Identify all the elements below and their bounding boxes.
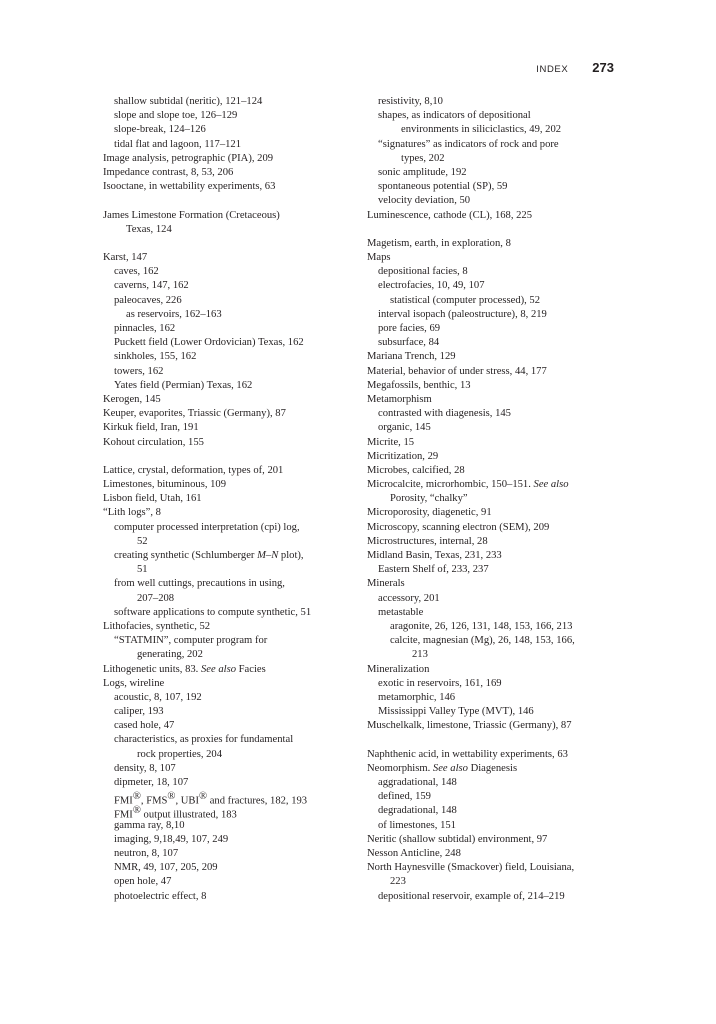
entry-text: NMR, 49, 107, 205, 209 (114, 862, 218, 874)
index-entry (367, 436, 619, 450)
index-subentry (367, 648, 619, 662)
entry-text: shapes, as indicators of depositional (378, 110, 531, 122)
entry-text: 223 (390, 876, 406, 888)
registered-mark: ® (199, 791, 208, 803)
entry-text: electrofacies, 10, 49, 107 (378, 280, 485, 292)
index-entry (367, 748, 619, 762)
index-subentry (367, 563, 619, 577)
entry-text: and fractures, 182, 193 (207, 795, 308, 807)
index-subentry (367, 875, 619, 889)
entry-text: James Limestone Formation (Cretaceous) (103, 209, 280, 221)
entry-text: North Haynesville (Smackover) field, Louisiana, (367, 862, 575, 874)
index-subentry (103, 875, 355, 889)
entry-text: towers, 162 (114, 365, 164, 377)
entry-text: Megafossils, benthic, 13 (367, 379, 471, 391)
entry-text: depositional facies, 8 (378, 266, 468, 278)
entry-text: rock properties, 204 (137, 748, 223, 760)
index-subentry (103, 294, 355, 308)
registered-mark: ® (132, 791, 141, 803)
entry-text: imaging, 9,18,49, 107, 249 (114, 833, 229, 845)
entry-text: , FMS (140, 795, 168, 807)
italic-text: See also (200, 663, 236, 675)
index-subentry (367, 592, 619, 606)
index-subentry (367, 322, 619, 336)
index-subentry (103, 705, 355, 719)
index-entry (367, 577, 619, 591)
index-entry (103, 464, 355, 478)
index-subentry (367, 194, 619, 208)
entry-text: Naphthenic acid, in wettability experiments, 63 (367, 748, 568, 760)
entry-text: types, 202 (401, 152, 445, 164)
index-subentry (103, 223, 355, 237)
entry-text: Minerals (367, 578, 405, 590)
entry-text: Kirkuk field, Iran, 191 (103, 422, 199, 434)
entry-text: from well cuttings, precautions in using, (114, 578, 285, 590)
entry-text: Isooctane, in wettability experiments, 63 (103, 181, 276, 193)
index-entry (367, 350, 619, 364)
index-entry (103, 677, 355, 691)
entry-text: shallow subtidal (neritic), 121–124 (114, 96, 263, 107)
entry-text: , UBI (175, 795, 200, 807)
entry-text: Muschelkalk, limestone, Triassic (Germany), 87 (367, 720, 572, 732)
entry-text: 51 (137, 564, 148, 576)
index-subentry (103, 535, 355, 549)
entry-text: metamorphic, 146 (378, 691, 456, 703)
index-entry (367, 719, 619, 733)
entry-text: open hole, 47 (114, 876, 172, 888)
entry-text: Microscopy, scanning electron (SEM), 209 (367, 521, 550, 533)
entry-text: Midland Basin, Texas, 231, 233 (367, 550, 502, 561)
entry-text: creating synthetic (Schlumberger (114, 550, 258, 561)
entry-text: Microbes, calcified, 28 (367, 464, 465, 476)
index-subentry (367, 180, 619, 194)
entry-text: accessory, 201 (378, 592, 440, 604)
entry-text: Logs, wireline (103, 677, 165, 689)
index-entry (367, 365, 619, 379)
index-subentry (103, 549, 355, 563)
entry-text: environments in siliciclastics, 49, 202 (401, 124, 562, 136)
entry-text: output illustrated, 183 (140, 809, 237, 821)
index-entry (103, 620, 355, 634)
index-subentry (103, 123, 355, 137)
entry-text: Yates field (Permian) Texas, 162 (114, 379, 253, 391)
entry-text: Neritic (shallow subtidal) environment, 97 (367, 833, 548, 845)
entry-text: spontaneous potential (SP), 59 (378, 181, 508, 193)
entry-text: gamma ray, 8,10 (114, 819, 185, 831)
entry-text: Karst, 147 (103, 252, 148, 264)
index-subentry (103, 308, 355, 322)
entry-text: pore facies, 69 (378, 323, 441, 334)
index-entry (103, 407, 355, 421)
index-subentry (103, 379, 355, 393)
index-subentry (367, 606, 619, 620)
index-entry (103, 180, 355, 194)
index-entry (103, 251, 355, 265)
entry-text: paleocaves, 226 (114, 294, 182, 306)
index-entry (103, 209, 355, 223)
index-entry (367, 762, 619, 776)
header-index-label: INDEX (536, 64, 569, 75)
index-subentry (367, 166, 619, 180)
entry-text: “Lith logs”, 8 (103, 507, 161, 519)
entry-text: Lithogenetic units, 83. (103, 663, 201, 675)
index-entry (103, 421, 355, 435)
entry-text: organic, 145 (378, 422, 431, 434)
index-subentry (103, 138, 355, 152)
italic-text: M–N (257, 550, 279, 561)
entry-text: Puckett field (Lower Ordovician) Texas, 162 (114, 337, 304, 349)
index-entry (367, 464, 619, 478)
index-subentry (367, 95, 619, 109)
entry-text: caverns, 147, 162 (114, 280, 189, 292)
index-entry (103, 492, 355, 506)
index-entry (103, 663, 355, 677)
index-entry (367, 379, 619, 393)
index-subentry (367, 265, 619, 279)
entry-text: Kerogen, 145 (103, 393, 161, 405)
entry-text: tidal flat and lagoon, 117–121 (114, 138, 242, 150)
index-subentry (367, 152, 619, 166)
index-entry (103, 436, 355, 450)
index-subentry (103, 648, 355, 662)
entry-text: resistivity, 8,10 (378, 96, 443, 107)
section-gap (367, 733, 619, 747)
index-subentry (103, 719, 355, 733)
index-subentry (367, 138, 619, 152)
entry-text: as reservoirs, 162–163 (126, 308, 222, 320)
entry-text: cased hole, 47 (114, 720, 175, 732)
entry-text: Mineralization (367, 663, 430, 675)
entry-text: Image analysis, petrographic (PIA), 209 (103, 152, 274, 164)
entry-text: depositional reservoir, example of, 214–219 (378, 890, 565, 902)
index-subentry (103, 790, 355, 807)
entry-text: Micrite, 15 (367, 436, 415, 448)
entry-text: calcite, magnesian (Mg), 26, 148, 153, 166, (390, 635, 575, 647)
index-subentry (367, 776, 619, 790)
right-index-column (367, 95, 619, 904)
entry-text: Texas, 124 (126, 223, 172, 235)
entry-text: aggradational, 148 (378, 777, 457, 788)
entry-text: slope and slope toe, 126–129 (114, 110, 238, 122)
entry-text: neutron, 8, 107 (114, 847, 179, 859)
index-subentry (103, 109, 355, 123)
entry-text: 52 (137, 535, 148, 547)
index-entry (367, 549, 619, 563)
entry-text: acoustic, 8, 107, 192 (114, 691, 202, 703)
index-subentry (367, 421, 619, 435)
index-subentry (103, 577, 355, 591)
entry-text: Facies (236, 663, 266, 675)
index-subentry (103, 265, 355, 279)
entry-text: “STATMIN”, computer program for (114, 635, 268, 647)
index-entry (367, 663, 619, 677)
index-entry (367, 861, 619, 875)
index-subentry (367, 109, 619, 123)
index-subentry (367, 634, 619, 648)
entry-text: metastable (378, 606, 424, 618)
index-subentry (103, 762, 355, 776)
index-subentry (103, 804, 355, 821)
index-subentry (103, 733, 355, 747)
index-subentry (367, 819, 619, 833)
section-gap (103, 237, 355, 251)
entry-text: Magetism, earth, in exploration, 8 (367, 237, 511, 249)
entry-text: pinnacles, 162 (114, 323, 176, 334)
page-number: 273 (592, 60, 614, 75)
index-subentry (103, 279, 355, 293)
index-subentry (367, 407, 619, 421)
entry-text: Eastern Shelf of, 233, 237 (378, 564, 489, 576)
index-subentry (103, 365, 355, 379)
index-subentry (367, 123, 619, 137)
entry-text: Luminescence, cathode (CL), 168, 225 (367, 209, 533, 221)
entry-text: subsurface, 84 (378, 337, 440, 349)
entry-text: characteristics, as proxies for fundamental (114, 734, 294, 746)
entry-text: statistical (computer processed), 52 (390, 294, 541, 306)
entry-text: exotic in reservoirs, 161, 169 (378, 677, 502, 689)
index-subentry (103, 890, 355, 904)
entry-text: caves, 162 (114, 266, 159, 278)
index-entry (367, 506, 619, 520)
entry-text: software applications to compute synthetic, 51 (114, 606, 312, 618)
entry-text: degradational, 148 (378, 805, 457, 817)
index-subentry (103, 592, 355, 606)
index-subentry (103, 748, 355, 762)
entry-text: sinkholes, 155, 162 (114, 351, 197, 363)
entry-text: Material, behavior of under stress, 44, 177 (367, 365, 547, 377)
section-gap (103, 450, 355, 464)
entry-text: dipmeter, 18, 107 (114, 777, 189, 788)
entry-text: Microporosity, diagenetic, 91 (367, 507, 492, 519)
entry-text: of limestones, 151 (378, 819, 456, 831)
index-entry (367, 237, 619, 251)
index-entry (367, 251, 619, 265)
section-gap (103, 194, 355, 208)
italic-text: See also (432, 762, 468, 774)
entry-text: computer processed interpretation (cpi) log, (114, 521, 300, 533)
entry-text: aragonite, 26, 126, 131, 148, 153, 166, 213 (390, 620, 573, 632)
index-subentry (367, 691, 619, 705)
index-entry (367, 393, 619, 407)
entry-text: Maps (367, 252, 391, 264)
entry-text: slope-break, 124–126 (114, 124, 206, 136)
index-subentry (103, 634, 355, 648)
running-header (536, 60, 614, 80)
entry-text: Metamorphism (367, 393, 432, 405)
entry-text: Keuper, evaporites, Triassic (Germany), 87 (103, 408, 286, 420)
index-subentry (367, 336, 619, 350)
entry-text: “signatures” as indicators of rock and pore (378, 138, 559, 150)
index-subentry (103, 847, 355, 861)
entry-text: velocity deviation, 50 (378, 195, 471, 207)
index-entry (103, 166, 355, 180)
entry-text: Impedance contrast, 8, 53, 206 (103, 166, 234, 178)
index-subentry (103, 691, 355, 705)
entry-text: defined, 159 (378, 791, 431, 803)
index-subentry (103, 861, 355, 875)
index-entry (103, 152, 355, 166)
index-subentry (103, 776, 355, 790)
index-subentry (103, 833, 355, 847)
index-subentry (367, 677, 619, 691)
index-subentry (367, 492, 619, 506)
entry-text: Micritization, 29 (367, 450, 439, 462)
index-subentry (103, 563, 355, 577)
index-subentry (367, 790, 619, 804)
index-entry (367, 847, 619, 861)
index-entry (103, 506, 355, 520)
left-index-column (103, 95, 355, 904)
index-subentry (103, 95, 355, 109)
index-subentry (367, 279, 619, 293)
index-entry (367, 209, 619, 223)
index-subentry (103, 336, 355, 350)
entry-text: interval isopach (paleostructure), 8, 219 (378, 308, 547, 320)
entry-text: Lisbon field, Utah, 161 (103, 493, 202, 505)
entry-text: Microcalcite, microrhombic, 150–151. (367, 479, 534, 491)
entry-text: Mariana Trench, 129 (367, 351, 456, 363)
index-subentry (367, 804, 619, 818)
index-subentry (103, 350, 355, 364)
entry-text: FMI (114, 809, 133, 821)
index-subentry (103, 521, 355, 535)
index-entry (103, 478, 355, 492)
entry-text: Porosity, “chalky” (390, 493, 468, 505)
entry-text: Mississippi Valley Type (MVT), 146 (378, 706, 534, 718)
entry-text: Microstructures, internal, 28 (367, 535, 488, 547)
entry-text: Diagenesis (467, 762, 518, 774)
entry-text: FMI (114, 795, 133, 807)
index-subentry (367, 294, 619, 308)
entry-text: Nesson Anticline, 248 (367, 847, 461, 859)
entry-text: generating, 202 (137, 649, 203, 661)
entry-text: caliper, 193 (114, 706, 164, 718)
index-entry (103, 393, 355, 407)
entry-text: 207–208 (137, 592, 175, 604)
entry-text: Limestones, bituminous, 109 (103, 479, 227, 491)
index-entry (367, 521, 619, 535)
index-subentry (367, 308, 619, 322)
entry-text: contrasted with diagenesis, 145 (378, 408, 511, 420)
italic-text: See also (533, 479, 569, 491)
index-subentry (367, 705, 619, 719)
entry-text: Neomorphism. (367, 762, 433, 774)
registered-mark: ® (132, 805, 141, 817)
index-entry (367, 833, 619, 847)
index-subentry (367, 620, 619, 634)
index-entry (367, 478, 619, 492)
index-entry (367, 450, 619, 464)
index-subentry (367, 890, 619, 904)
entry-text: 213 (412, 649, 428, 661)
entry-text: density, 8, 107 (114, 762, 176, 774)
entry-text: sonic amplitude, 192 (378, 166, 467, 178)
entry-text: Lattice, crystal, deformation, types of, 201 (103, 464, 284, 476)
entry-text: Lithofacies, synthetic, 52 (103, 620, 211, 632)
index-subentry (103, 606, 355, 620)
registered-mark: ® (167, 791, 176, 803)
entry-text: plot), (278, 550, 304, 561)
index-entry (367, 535, 619, 549)
entry-text: photoelectric effect, 8 (114, 890, 207, 902)
entry-text: Kohout circulation, 155 (103, 436, 204, 448)
section-gap (367, 223, 619, 237)
index-subentry (103, 322, 355, 336)
